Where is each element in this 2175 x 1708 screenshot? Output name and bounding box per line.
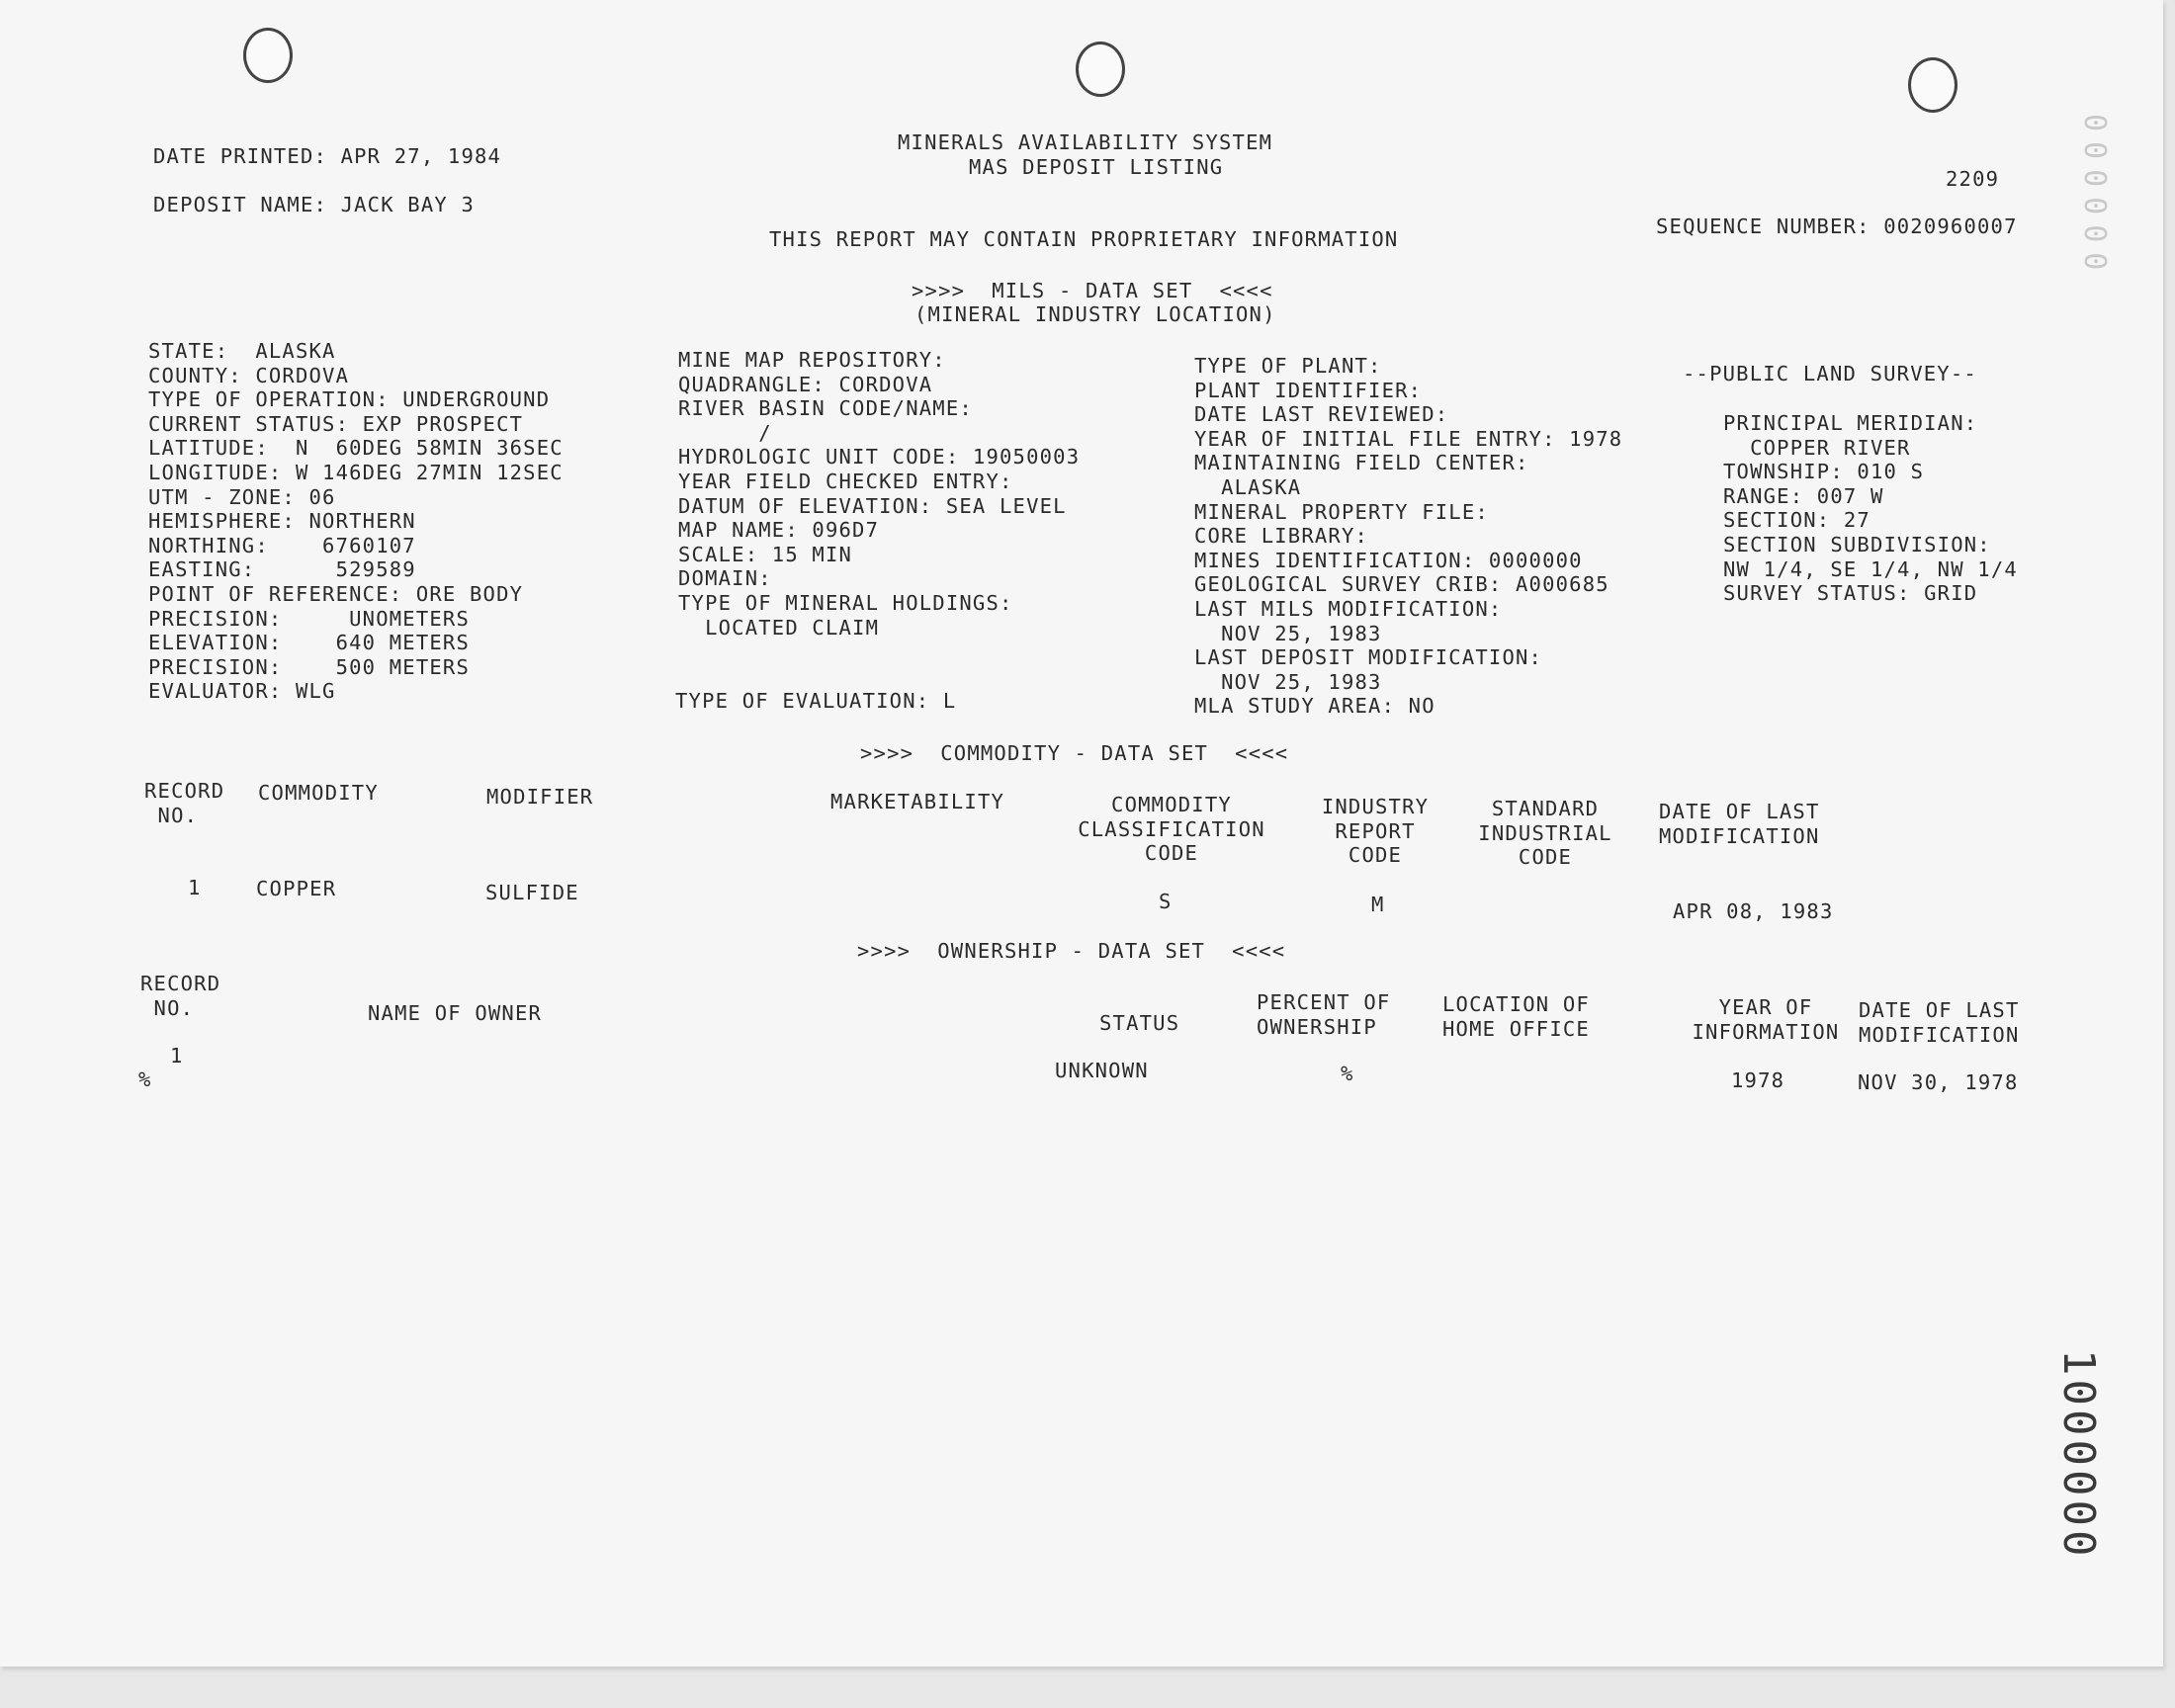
commodity-last-mod-header: DATE OF LAST MODIFICATION [1659, 800, 1820, 848]
system-title: MINERALS AVAILABILITY SYSTEM [898, 130, 1273, 154]
owner-name-header: NAME OF OWNER [368, 1001, 543, 1025]
mils-subheading: (MINERAL INDUSTRY LOCATION) [914, 302, 1276, 326]
field-line: TOWNSHIP: 010 S [1723, 460, 1925, 484]
ownership-last-mod: NOV 30, 1978 [1858, 1070, 2019, 1094]
commodity-heading: >>>> COMMODITY - DATA SET <<<< [860, 741, 1289, 765]
field-line: PLANT IDENTIFIER: [1194, 378, 1423, 402]
field-line: YEAR OF INITIAL FILE ENTRY: 1978 [1194, 426, 1623, 451]
field-line: MAP NAME: 096D7 [678, 518, 880, 543]
field-line: DOMAIN: [678, 566, 772, 591]
year-header: YEAR OF INFORMATION [1692, 995, 1840, 1044]
commodity-record-no: 1 [188, 876, 202, 899]
field-line: NORTHING: 6760107 [148, 533, 416, 557]
mapping-details-column [678, 348, 1080, 640]
binder-hole-right [1908, 57, 1958, 113]
field-line: PRINCIPAL MERIDIAN: [1723, 411, 1978, 435]
date-printed: DATE PRINTED: APR 27, 1984 [153, 144, 502, 168]
field-line: NW 1/4, SE 1/4, NW 1/4 [1723, 556, 2018, 581]
field-line: LONGITUDE: W 146DEG 27MIN 12SEC [148, 460, 564, 484]
ownership-record-no: 1 [170, 1044, 184, 1068]
field-line: DATUM OF ELEVATION: SEA LEVEL [678, 493, 1067, 518]
field-line: SCALE: 15 MIN [678, 542, 853, 566]
field-line: PRECISION: 500 METERS [148, 654, 471, 679]
classification-code-header: COMMODITY CLASSIFICATION CODE [1078, 793, 1265, 866]
proprietary-notice: THIS REPORT MAY CONTAIN PROPRIETARY INFORMATION [769, 227, 1399, 251]
sequence-number: SEQUENCE NUMBER: 0020960007 [1656, 214, 2018, 238]
mils-heading: >>>> MILS - DATA SET <<<< [912, 279, 1273, 302]
field-line: CORE LIBRARY: [1194, 524, 1369, 549]
field-line: NOV 25, 1983 [1194, 669, 1382, 694]
ownership-last-mod-header: DATE OF LAST MODIFICATION [1859, 998, 2020, 1047]
field-line: QUADRANGLE: CORDOVA [678, 372, 933, 396]
field-line: MAINTAINING FIELD CENTER: [1194, 451, 1529, 475]
year-of-information: 1978 [1731, 1068, 1785, 1092]
field-line: POINT OF REFERENCE: ORE BODY [148, 581, 524, 606]
field-line: ALASKA [1194, 474, 1302, 499]
field-line: CURRENT STATUS: EXP PROSPECT [148, 411, 524, 436]
commodity-modifier: SULFIDE [485, 881, 579, 904]
owner-name: % [138, 1068, 152, 1091]
field-line: TYPE OF PLANT: [1194, 354, 1382, 378]
binder-hole-center [1076, 42, 1125, 97]
field-line: RANGE: 007 W [1723, 483, 1884, 508]
field-line: RIVER BASIN CODE/NAME: [678, 396, 973, 421]
land-survey-heading: --PUBLIC LAND SURVEY-- [1683, 362, 1977, 385]
faint-side-marks: 000000 [2077, 114, 2112, 281]
field-line: GEOLOGICAL SURVEY CRIB: A000685 [1194, 572, 1610, 597]
commodity-last-mod: APR 08, 1983 [1673, 899, 1834, 923]
field-line: TYPE OF MINERAL HOLDINGS: [678, 590, 1013, 615]
field-line: MINES IDENTIFICATION: 0000000 [1194, 548, 1583, 572]
industry-code: M [1371, 893, 1385, 916]
classification-code: S [1159, 890, 1173, 913]
field-line: TYPE OF OPERATION: UNDERGROUND [148, 387, 551, 412]
file-details-column [1194, 354, 1622, 719]
field-line: YEAR FIELD CHECKED ENTRY: [678, 469, 1013, 493]
commodity-name: COPPER [256, 877, 337, 900]
field-line: SURVEY STATUS: GRID [1723, 581, 1978, 606]
sic-code-header: STANDARD INDUSTRIAL CODE [1478, 797, 1612, 870]
field-line: LAST MILS MODIFICATION: [1194, 596, 1503, 621]
type-of-evaluation: TYPE OF EVALUATION: L [675, 689, 957, 713]
field-line: LOCATED CLAIM [678, 615, 880, 640]
field-line: COPPER RIVER [1723, 435, 1911, 460]
field-line: MINE MAP REPOSITORY: [678, 348, 946, 372]
field-line: MINERAL PROPERTY FILE: [1194, 499, 1489, 524]
field-line: DATE LAST REVIEWED: [1194, 402, 1449, 427]
industry-code-header: INDUSTRY REPORT CODE [1321, 795, 1430, 868]
field-line: ELEVATION: 640 METERS [148, 631, 471, 655]
deposit-name: DEPOSIT NAME: JACK BAY 3 [153, 193, 476, 216]
ownership-heading: >>>> OWNERSHIP - DATA SET <<<< [857, 939, 1286, 963]
field-line: EASTING: 529589 [148, 557, 416, 582]
home-office-header: LOCATION OF HOME OFFICE [1442, 992, 1590, 1041]
marketability-header: MARKETABILITY [830, 790, 1005, 813]
ownership-record-no-header: RECORD NO. [140, 972, 221, 1020]
field-line: STATE: ALASKA [148, 339, 336, 363]
status-header: STATUS [1099, 1011, 1180, 1035]
field-line: HYDROLOGIC UNIT CODE: 19050003 [678, 445, 1081, 470]
binder-hole-left [243, 28, 293, 83]
field-line: UTM - ZONE: 06 [148, 484, 336, 509]
listing-title: MAS DEPOSIT LISTING [969, 155, 1224, 179]
field-line: SECTION: 27 [1723, 508, 1870, 533]
field-line: SECTION SUBDIVISION: [1723, 532, 1991, 556]
field-line: HEMISPHERE: NORTHERN [148, 509, 416, 534]
field-line: EVALUATOR: WLG [148, 679, 336, 704]
modifier-header: MODIFIER [486, 785, 594, 809]
field-line: COUNTY: CORDOVA [148, 363, 350, 387]
field-line: PRECISION: UNOMETERS [148, 606, 471, 631]
page-number: 2209 [1946, 167, 2000, 191]
field-line: NOV 25, 1983 [1194, 621, 1382, 645]
ownership-percent: % [1341, 1062, 1354, 1085]
field-line: LAST DEPOSIT MODIFICATION: [1194, 645, 1543, 670]
commodity-header: COMMODITY [258, 781, 379, 805]
field-line: MLA STUDY AREA: NO [1194, 694, 1436, 719]
ownership-status: UNKNOWN [1055, 1059, 1149, 1082]
percent-header: PERCENT OF OWNERSHIP [1257, 990, 1391, 1039]
field-line: LATITUDE: N 60DEG 58MIN 36SEC [148, 436, 564, 461]
side-stamp-number: 1000000 [2053, 1349, 2104, 1561]
commodity-record-no-header: RECORD NO. [144, 779, 225, 827]
location-details-column [148, 339, 564, 704]
field-line: / [678, 420, 772, 445]
land-survey-column [1723, 411, 2018, 606]
